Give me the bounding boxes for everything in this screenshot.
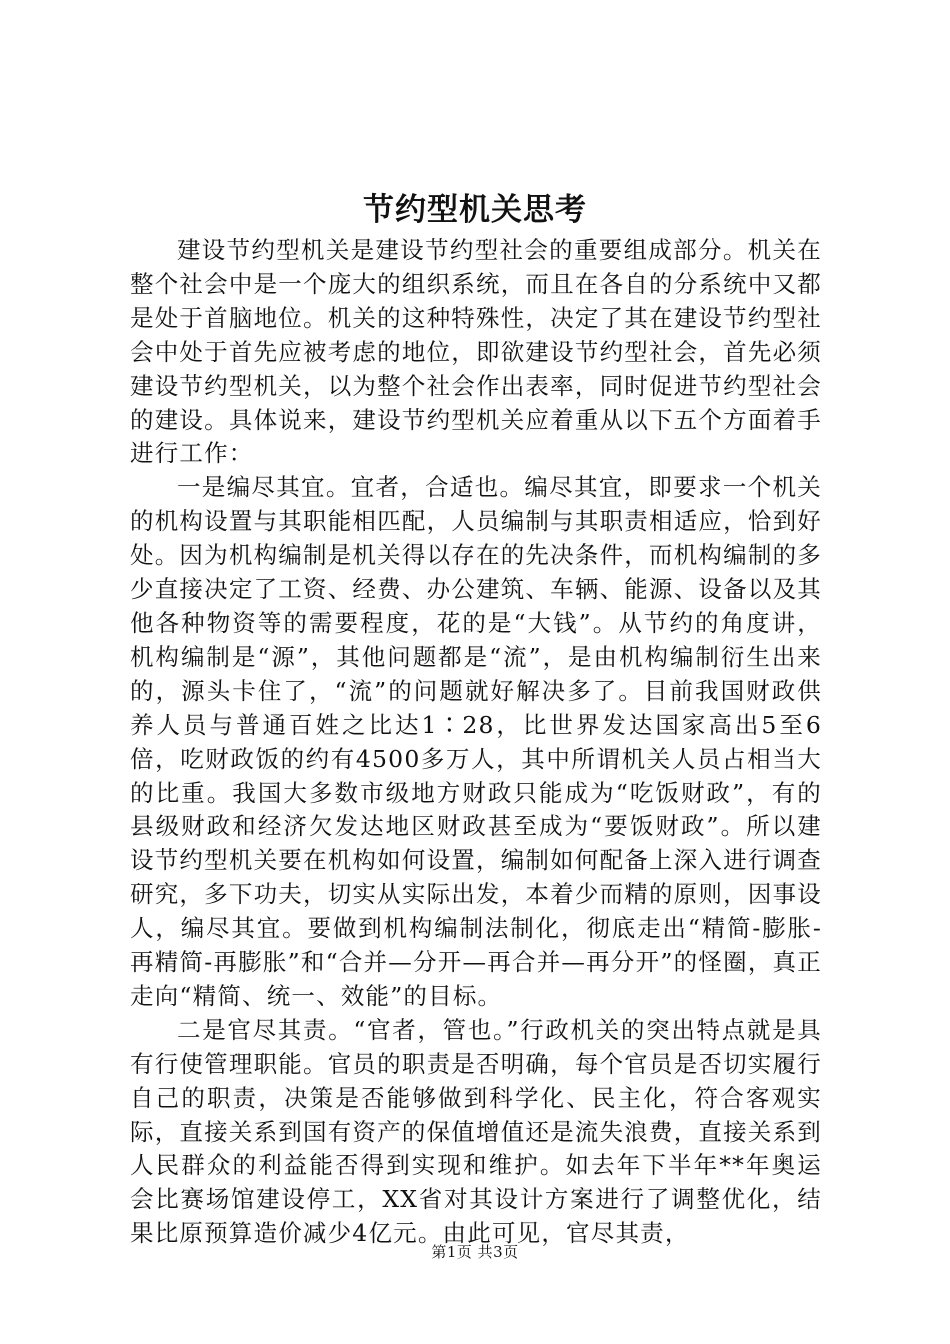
paragraph-point-one: 一是编尽其宜。宜者，合适也。编尽其宜，即要求一个机关的机构设置与其职能相匹配，人员编制与其职责相适应，恰到好处。因为机构编制是机关得以存在的先决条件，而机构编制的多少直接决定了工资、经费、办公建筑、车辆、能源、设备以及其他各种物资等的需要程度，花的是“大钱”。从节约的角度讲，机构编制是“源”，其他问题都是“流”，是由机构编制衍生出来的，源头卡住了，“流”的问题就好解决多了。目前我国财政供养人员与普通百姓之比达1∶28，比世界发达国家高出5至6倍，吃财政饭的约有4500多万人，其中所谓机关人员占相当大的比重。我国大多数市级地方财政只能成为“吃饭财政”，有的县级财政和经济欠发达地区财政甚至成为“要饭财政”。所以建设节约型机关要在机构如何设置，编制如何配备上深入进行调查研究，多下功夫，切实从实际出发，本着少而精的原则，因事设人，编尽其宜。要做到机构编制法制化，彻底走出“精简-膨胀-再精简-再膨胀”和“合并—分开—再合并—再分开”的怪圈，真正走向“精简、统一、效能”的目标。: [130, 473, 822, 1010]
page-number-footer: 第1页 共3页: [431, 1243, 519, 1261]
paragraph-intro: 建设节约型机关是建设节约型社会的重要组成部分。机关在整个社会中是一个庞大的组织系统，而且在各自的分系统中又都是处于首脑地位。机关的这种特殊性，决定了其在建设节约型社会中处于首先应被考虑的地位，即欲建设节约型社会，首先必须建设节约型机关，以为整个社会作出表率，同时促进节约型社会的建设。具体说来，建设节约型机关应着重从以下五个方面着手进行工作：: [130, 236, 822, 468]
document-body: [130, 234, 822, 1251]
document-title: 节约型机关思考: [363, 192, 587, 228]
paragraph-point-two: 二是官尽其责。“官者，管也。”行政机关的突出特点就是具有行使管理职能。官员的职责是否明确，每个官员是否切实履行自己的职责，决策是否能够做到科学化、民主化，符合客观实际，直接关系到国有资产的保值增值还是流失浪费，直接关系到人民群众的利益能否得到实现和维护。如去年下半年**年奥运会比赛场馆建设停工，XX省对其设计方案进行了调整优化，结果比原预算造价减少4亿元。由此可见，官尽其责，: [130, 1015, 822, 1248]
